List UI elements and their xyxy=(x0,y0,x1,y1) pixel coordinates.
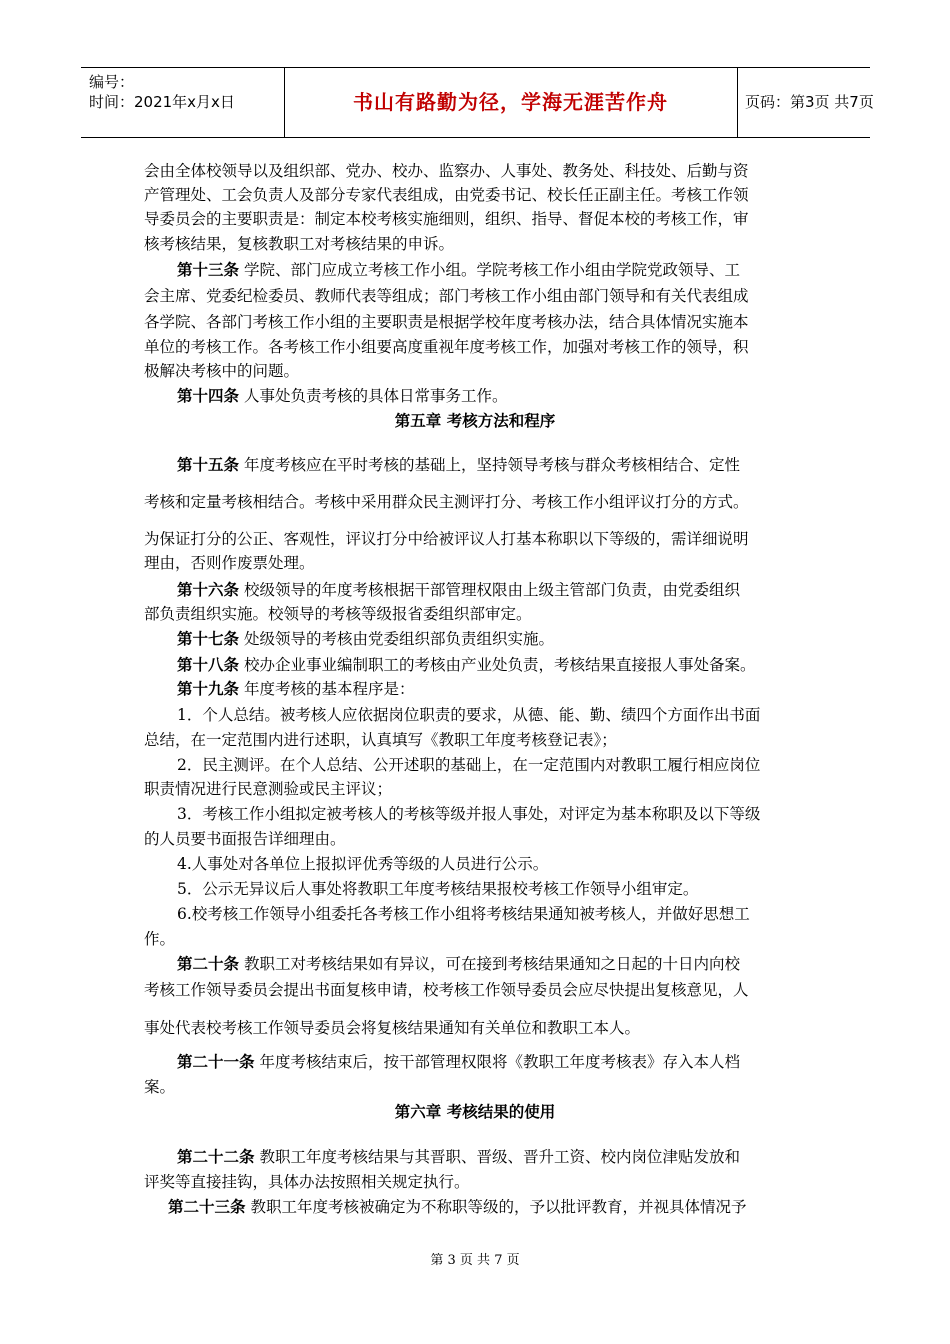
article-13 xyxy=(177,259,740,281)
text-line: 极解决考核中的问题。 xyxy=(144,362,300,380)
text-line: 部负责组织实施。校领导的考核等级报省委组织部审定。 xyxy=(144,605,532,623)
text-line: 单位的考核工作。各考核工作小组要高度重视年度考核工作，加强对考核工作的领导，积 xyxy=(144,338,749,356)
procedure-step-4: 4.人事处对各单位上报拟评优秀等级的人员进行公示。 xyxy=(177,855,549,873)
procedure-step-3: 3．考核工作小组拟定被考核人的考核等级并报人事处，对评定为基本称职及以下等级 xyxy=(177,805,761,823)
chapter-6-heading: 第六章 考核结果的使用 xyxy=(394,1102,556,1121)
article-19 xyxy=(177,678,414,700)
text-line: 考核工作领导委员会提出书面复核申请，校考核工作领导委员会应尽快提出复核意见，人 xyxy=(144,981,749,999)
header-page-number: 页码：第3页 共7页 xyxy=(745,93,874,111)
text-line: 会由全体校领导以及组织部、党办、校办、监察办、人事处、教务处、科技处、后勤与资 xyxy=(144,162,749,180)
article-title: 第二十条 xyxy=(177,954,240,973)
article-text: 教职工年度考核结果与其晋职、晋级、晋升工资、校内岗位津贴发放和 xyxy=(254,1148,740,1166)
page-header xyxy=(81,67,874,138)
article-title: 第十七条 xyxy=(177,629,240,648)
chapter-5-heading: 第五章 考核方法和程序 xyxy=(394,411,556,430)
article-title: 第二十一条 xyxy=(177,1052,255,1071)
text-line: 的人员要书面报告详细理由。 xyxy=(144,830,346,848)
text-line: 理由，否则作废票处理。 xyxy=(144,554,315,572)
article-20 xyxy=(177,953,740,975)
article-text: 校办企业事业编制职工的考核由产业处负责，考核结果直接报人事处备案。 xyxy=(239,656,756,674)
text-line: 考核和定量考核相结合。考核中采用群众民主测评打分、考核工作小组评议打分的方式。 xyxy=(144,493,749,511)
article-title: 第十九条 xyxy=(177,679,240,698)
article-text: 校级领导的年度考核根据干部管理权限由上级主管部门负责，由党委组织 xyxy=(239,581,740,599)
article-17 xyxy=(177,628,554,650)
article-14 xyxy=(177,385,507,407)
article-15 xyxy=(177,454,740,476)
article-text: 年度考核应在平时考核的基础上，坚持领导考核与群众考核相结合、定性 xyxy=(239,456,740,474)
text-line: 作。 xyxy=(144,930,176,948)
text-line: 事处代表校考核工作领导委员会将复核结果通知有关单位和教职工本人。 xyxy=(144,1019,641,1037)
article-22 xyxy=(177,1146,740,1168)
document-number-label: 编号： xyxy=(89,73,135,91)
article-18 xyxy=(177,654,755,676)
article-text: 教职工对考核结果如有异议，可在接到考核结果通知之日起的十日内向校 xyxy=(239,955,740,973)
header-motto: 书山有路勤为径，学海无涯苦作舟 xyxy=(284,68,738,137)
article-title: 第二十二条 xyxy=(177,1147,255,1166)
text-line: 为保证打分的公正、客观性，评议打分中给被评议人打基本称职以下等级的，需详细说明 xyxy=(144,530,749,548)
procedure-step-6: 6.校考核工作领导小组委托各考核工作小组将考核结果通知被考核人，并做好思想工 xyxy=(177,905,750,923)
text-line: 评奖等直接挂钩，具体办法按照相关规定执行。 xyxy=(144,1173,470,1191)
article-text: 年度考核结束后，按干部管理权限将《教职工年度考核表》存入本人档 xyxy=(254,1053,740,1071)
article-16 xyxy=(177,579,740,601)
article-title: 第二十三条 xyxy=(168,1197,246,1216)
text-line: 会主席、党委纪检委员、教师代表等组成；部门考核工作小组由部门领导和有关代表组成 xyxy=(144,287,749,305)
text-line: 职责情况进行民意测验或民主评议； xyxy=(144,780,393,798)
text-line: 导委员会的主要职责是：制定本校考核实施细则，组织、指导、督促本校的考核工作，审 xyxy=(144,210,749,228)
document-date-label: 时间：2021年x月x日 xyxy=(89,93,235,111)
page-footer: 第 3 页 共 7 页 xyxy=(430,1253,520,1268)
text-line: 各学院、各部门考核工作小组的主要职责是根据学校年度考核办法，结合具体情况实施本 xyxy=(144,313,749,331)
article-title: 第十六条 xyxy=(177,580,240,599)
article-23 xyxy=(168,1196,746,1218)
article-title: 第十八条 xyxy=(177,655,240,674)
article-title: 第十四条 xyxy=(177,386,240,405)
article-title: 第十五条 xyxy=(177,455,240,474)
article-title: 第十三条 xyxy=(177,260,240,279)
text-line: 产管理处、工会负责人及部分专家代表组成，由党委书记、校长任正副主任。考核工作领 xyxy=(144,186,749,204)
header-meta xyxy=(81,68,285,137)
article-text: 人事处负责考核的具体日常事务工作。 xyxy=(239,387,508,405)
procedure-step-1: 1．个人总结。被考核人应依据岗位职责的要求，从德、能、勤、绩四个方面作出书面 xyxy=(177,706,761,724)
text-line: 案。 xyxy=(144,1078,176,1096)
article-text: 处级领导的考核由党委组织部负责组织实施。 xyxy=(239,630,554,648)
text-line: 总结，在一定范围内进行述职，认真填写《教职工年度考核登记表》； xyxy=(144,731,617,749)
article-text: 年度考核的基本程序是： xyxy=(239,680,415,698)
article-21 xyxy=(177,1051,740,1073)
procedure-step-5: 5．公示无异议后人事处将教职工年度考核结果报校考核工作领导小组审定。 xyxy=(177,880,699,898)
article-text: 教职工年度考核被确定为不称职等级的，予以批评教育，并视具体情况予 xyxy=(245,1198,747,1216)
article-text: 学院、部门应成立考核工作小组。学院考核工作小组由学院党政领导、工 xyxy=(239,261,740,279)
text-line: 核考核结果，复核教职工对考核结果的申诉。 xyxy=(144,235,455,253)
procedure-step-2: 2．民主测评。在个人总结、公开述职的基础上，在一定范围内对教职工履行相应岗位 xyxy=(177,756,761,774)
